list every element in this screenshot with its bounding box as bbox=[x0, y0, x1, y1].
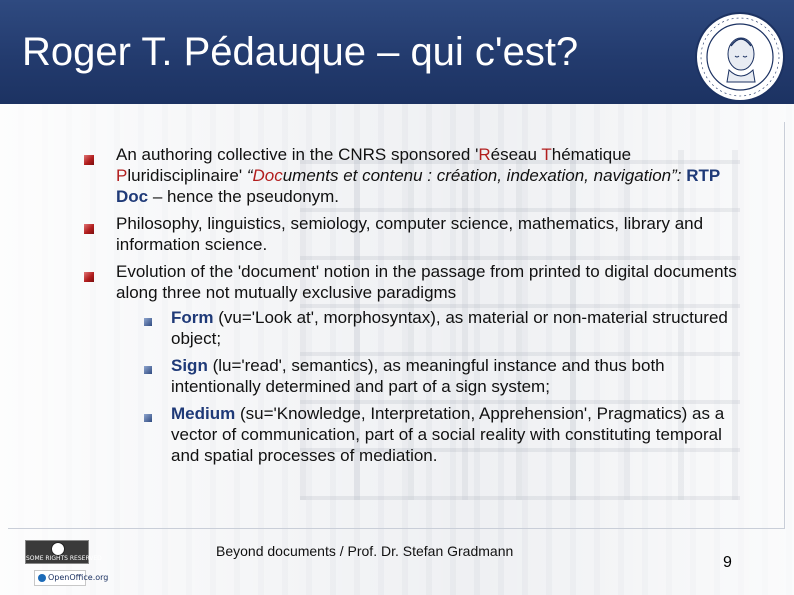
slide-header bbox=[0, 0, 794, 104]
sub-bullet-term: Medium bbox=[171, 404, 236, 423]
bullet-list bbox=[84, 144, 744, 466]
oo-badge-text: OpenOffice.org bbox=[48, 573, 109, 582]
bullet-letter-r: R bbox=[478, 145, 491, 164]
bullet-square-red-icon bbox=[84, 272, 94, 282]
sub-bullet-text: (lu='read', semantics), as meaningful instance and thus both intentionally determined and part of a sign system; bbox=[171, 356, 665, 396]
bullet-text-s1: éseau bbox=[490, 145, 542, 164]
bullet-item bbox=[84, 144, 744, 207]
bullet-item bbox=[84, 213, 744, 255]
bullet-text: Evolution of the 'document' notion in the passage from printed to digital documents along three not mutually exclusive paradigms bbox=[116, 262, 737, 302]
slide-title: Roger T. Pédauque – qui c'est? bbox=[22, 30, 579, 74]
sub-bullet-list bbox=[116, 307, 744, 466]
creative-commons-badge-icon[interactable] bbox=[25, 540, 102, 564]
sub-bullet-item-medium bbox=[116, 403, 744, 466]
slide-body bbox=[84, 144, 744, 472]
bullet-square-blue-icon bbox=[144, 318, 152, 326]
bullet-rtp-doc: RTP Doc bbox=[116, 166, 720, 206]
bullet-doc-highlight: Doc bbox=[252, 166, 283, 185]
page-number: 9 bbox=[723, 554, 732, 571]
bullet-text-tail: – hence the pseudonym. bbox=[148, 187, 340, 206]
cc-badge-text: SOME RIGHTS RESERVED bbox=[26, 555, 102, 562]
openoffice-logo-icon bbox=[38, 574, 46, 582]
bullet-text-s2: hématique bbox=[551, 145, 632, 164]
sub-bullet-text: (su='Knowledge, Interpretation, Apprehension', Pragmatics) as a vector of communication, part of a social reality with constituting temporal and spatial processes of mediation. bbox=[171, 404, 725, 465]
bullet-letter-p: P bbox=[116, 166, 128, 185]
bullet-square-blue-icon bbox=[144, 414, 152, 422]
openoffice-badge-icon[interactable] bbox=[34, 570, 109, 586]
bullet-letter-t: T bbox=[541, 145, 552, 164]
bullet-square-red-icon bbox=[84, 224, 94, 234]
sub-bullet-item-form bbox=[116, 307, 744, 349]
bullet-text-s3: luridisciplinaire' bbox=[127, 166, 247, 185]
bullet-docs-rest: uments et contenu : création, indexation, navigation”: bbox=[282, 166, 687, 185]
sub-bullet-text: (vu='Look at', morphosyntax), as material or non-material structured object; bbox=[171, 308, 728, 348]
bullet-text: Philosophy, linguistics, semiology, computer science, mathematics, library and information science. bbox=[116, 214, 704, 254]
bullet-item bbox=[84, 261, 744, 466]
sub-bullet-term: Sign bbox=[171, 356, 208, 375]
slide-footer: Beyond documents / Prof. Dr. Stefan Gradmann bbox=[216, 543, 514, 559]
sub-bullet-item-sign bbox=[116, 355, 744, 397]
bullet-text-pre: An authoring collective in the CNRS sponsored ' bbox=[116, 145, 479, 164]
cc-circle-icon bbox=[51, 542, 65, 556]
bullet-square-blue-icon bbox=[144, 366, 152, 374]
university-seal-icon bbox=[693, 10, 787, 104]
bullet-quote-open: “ bbox=[246, 166, 253, 185]
bullet-square-red-icon bbox=[84, 155, 94, 165]
sub-bullet-term: Form bbox=[171, 308, 214, 327]
